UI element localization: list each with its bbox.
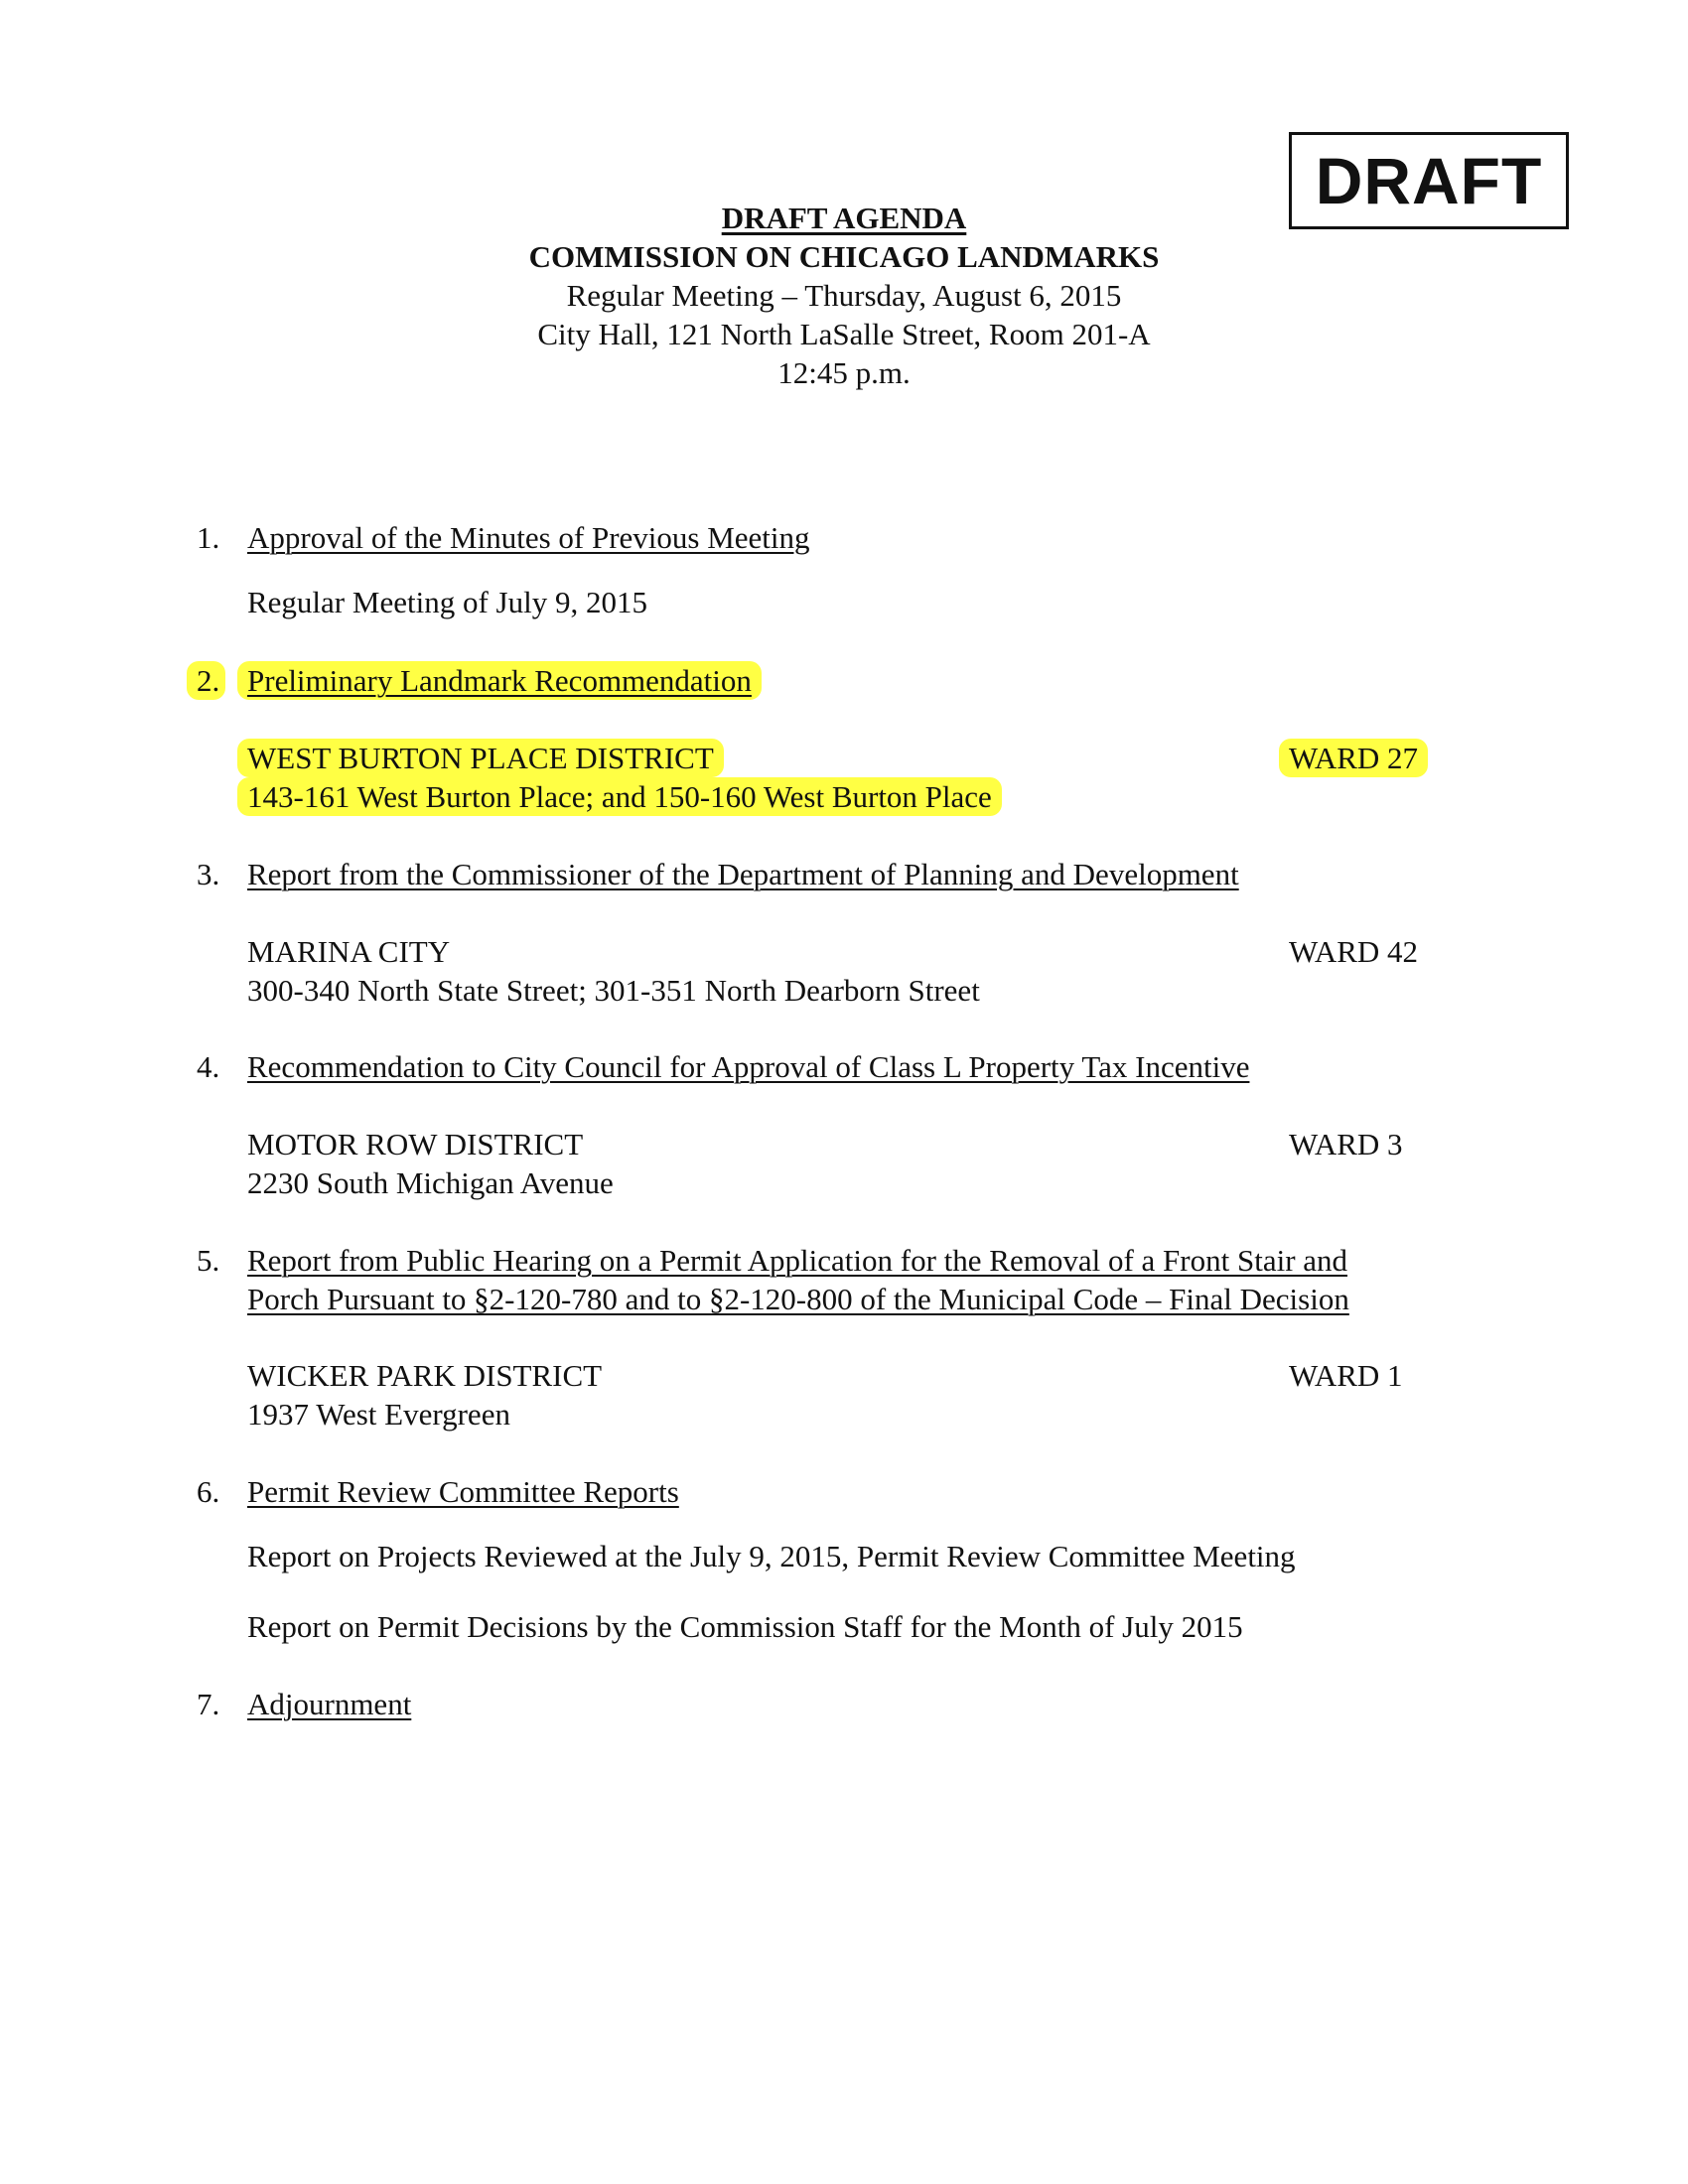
district-address: 1937 West Evergreen bbox=[247, 1397, 510, 1432]
item-heading: Adjournment bbox=[247, 1687, 412, 1721]
ward-label: WARD 42 bbox=[1289, 934, 1419, 969]
district-name: MARINA CITY bbox=[247, 934, 451, 969]
meeting-time: 12:45 p.m. bbox=[777, 355, 911, 390]
item-number-text: 2. bbox=[187, 661, 225, 700]
item-number: 6. bbox=[197, 1474, 220, 1509]
district-address-text: 143-161 West Burton Place; and 150-160 West Burton Place bbox=[237, 777, 1002, 816]
item-heading bbox=[247, 661, 762, 700]
ward-label-text: WARD 27 bbox=[1279, 739, 1428, 777]
item-heading-line1: Report from Public Hearing on a Permit Application for the Removal of a Front Stair and bbox=[247, 1243, 1348, 1278]
agenda-title: DRAFT AGENDA bbox=[721, 201, 967, 235]
item-heading-text: Preliminary Landmark Recommendation bbox=[237, 661, 762, 700]
item-number: 3. bbox=[197, 857, 220, 891]
item-number: 7. bbox=[197, 1687, 220, 1721]
ward-label: WARD 1 bbox=[1289, 1358, 1403, 1393]
ward-label: WARD 3 bbox=[1289, 1127, 1403, 1161]
organization-name: COMMISSION ON CHICAGO LANDMARKS bbox=[528, 239, 1160, 274]
item-number: 1. bbox=[197, 520, 220, 555]
ward-label bbox=[1289, 739, 1428, 777]
district-address: 2230 South Michigan Avenue bbox=[247, 1165, 614, 1200]
item-number bbox=[197, 661, 225, 700]
item-heading-line2: Porch Pursuant to §2-120-780 and to §2-120-800 of the Municipal Code – Final Decision bbox=[247, 1282, 1349, 1316]
item-number: 4. bbox=[197, 1049, 220, 1084]
district-name: WICKER PARK DISTRICT bbox=[247, 1358, 603, 1393]
item-detail: Regular Meeting of July 9, 2015 bbox=[247, 585, 647, 619]
item-heading: Permit Review Committee Reports bbox=[247, 1474, 679, 1509]
item-detail: Report on Permit Decisions by the Commission Staff for the Month of July 2015 bbox=[247, 1609, 1243, 1644]
district-address: 300-340 North State Street; 301-351 North Dearborn Street bbox=[247, 973, 980, 1008]
meeting-location: City Hall, 121 North LaSalle Street, Room 201-A bbox=[537, 317, 1151, 351]
district-name: MOTOR ROW DISTRICT bbox=[247, 1127, 584, 1161]
draft-stamp: DRAFT bbox=[1289, 132, 1569, 229]
item-number: 5. bbox=[197, 1243, 220, 1278]
item-heading: Recommendation to City Council for Approval of Class L Property Tax Incentive bbox=[247, 1049, 1250, 1084]
district-name-text: WEST BURTON PLACE DISTRICT bbox=[237, 739, 724, 777]
item-heading: Approval of the Minutes of Previous Meeting bbox=[247, 520, 810, 555]
item-heading: Report from the Commissioner of the Department of Planning and Development bbox=[247, 857, 1239, 891]
meeting-date: Regular Meeting – Thursday, August 6, 2015 bbox=[566, 278, 1122, 313]
district-name bbox=[247, 739, 724, 777]
district-address bbox=[247, 777, 1002, 816]
item-detail: Report on Projects Reviewed at the July 9, 2015, Permit Review Committee Meeting bbox=[247, 1539, 1296, 1573]
